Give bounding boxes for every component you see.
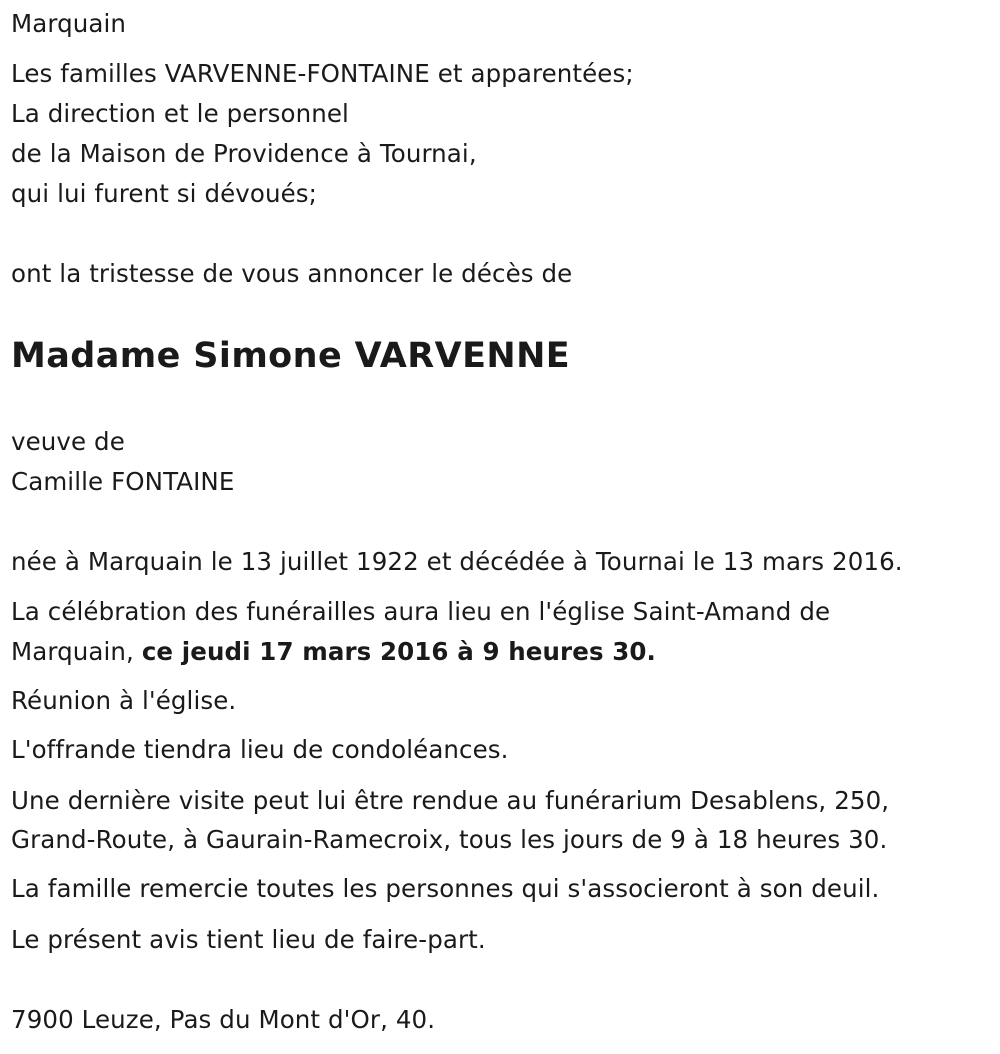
thanks-text: La famille remercie toutes les personnes qui s'associeront à son deuil. — [11, 874, 880, 903]
visit-info-line: Une dernière visite peut lui être rendue au funérarium Desablens, 250, — [11, 786, 890, 815]
announcement-text: ont la tristesse de vous annoncer le décès de — [11, 259, 573, 288]
family-line: La direction et le personnel — [11, 99, 349, 128]
ceremony-line: La célébration des funérailles aura lieu en l'église Saint-Amand de — [11, 597, 831, 626]
birth-death-dates: née à Marquain le 13 juillet 1922 et décédée à Tournai le 13 mars 2016. — [11, 547, 903, 576]
family-line: Les familles VARVENNE-FONTAINE et apparentées; — [11, 59, 634, 88]
ceremony-place: Marquain, — [11, 637, 142, 666]
place-name: Marquain — [11, 9, 127, 38]
ceremony-datetime: ce jeudi 17 mars 2016 à 9 heures 30. — [141, 637, 656, 666]
ceremony-line — [11, 632, 656, 672]
family-line: de la Maison de Providence à Tournai, — [11, 139, 477, 168]
meeting-info: Réunion à l'église. — [11, 686, 237, 715]
address: 7900 Leuze, Pas du Mont d'Or, 40. — [11, 1005, 436, 1034]
offering-info: L'offrande tiendra lieu de condoléances. — [11, 735, 509, 764]
deceased-name: Madame Simone VARVENNE — [11, 336, 571, 376]
visit-info-line: Grand-Route, à Gaurain-Ramecroix, tous les jours de 9 à 18 heures 30. — [11, 825, 888, 854]
announcement-note: Le présent avis tient lieu de faire-part. — [11, 925, 486, 954]
family-line: qui lui furent si dévoués; — [11, 179, 317, 208]
spouse-name: Camille FONTAINE — [11, 467, 235, 496]
widow-of-label: veuve de — [11, 427, 125, 456]
